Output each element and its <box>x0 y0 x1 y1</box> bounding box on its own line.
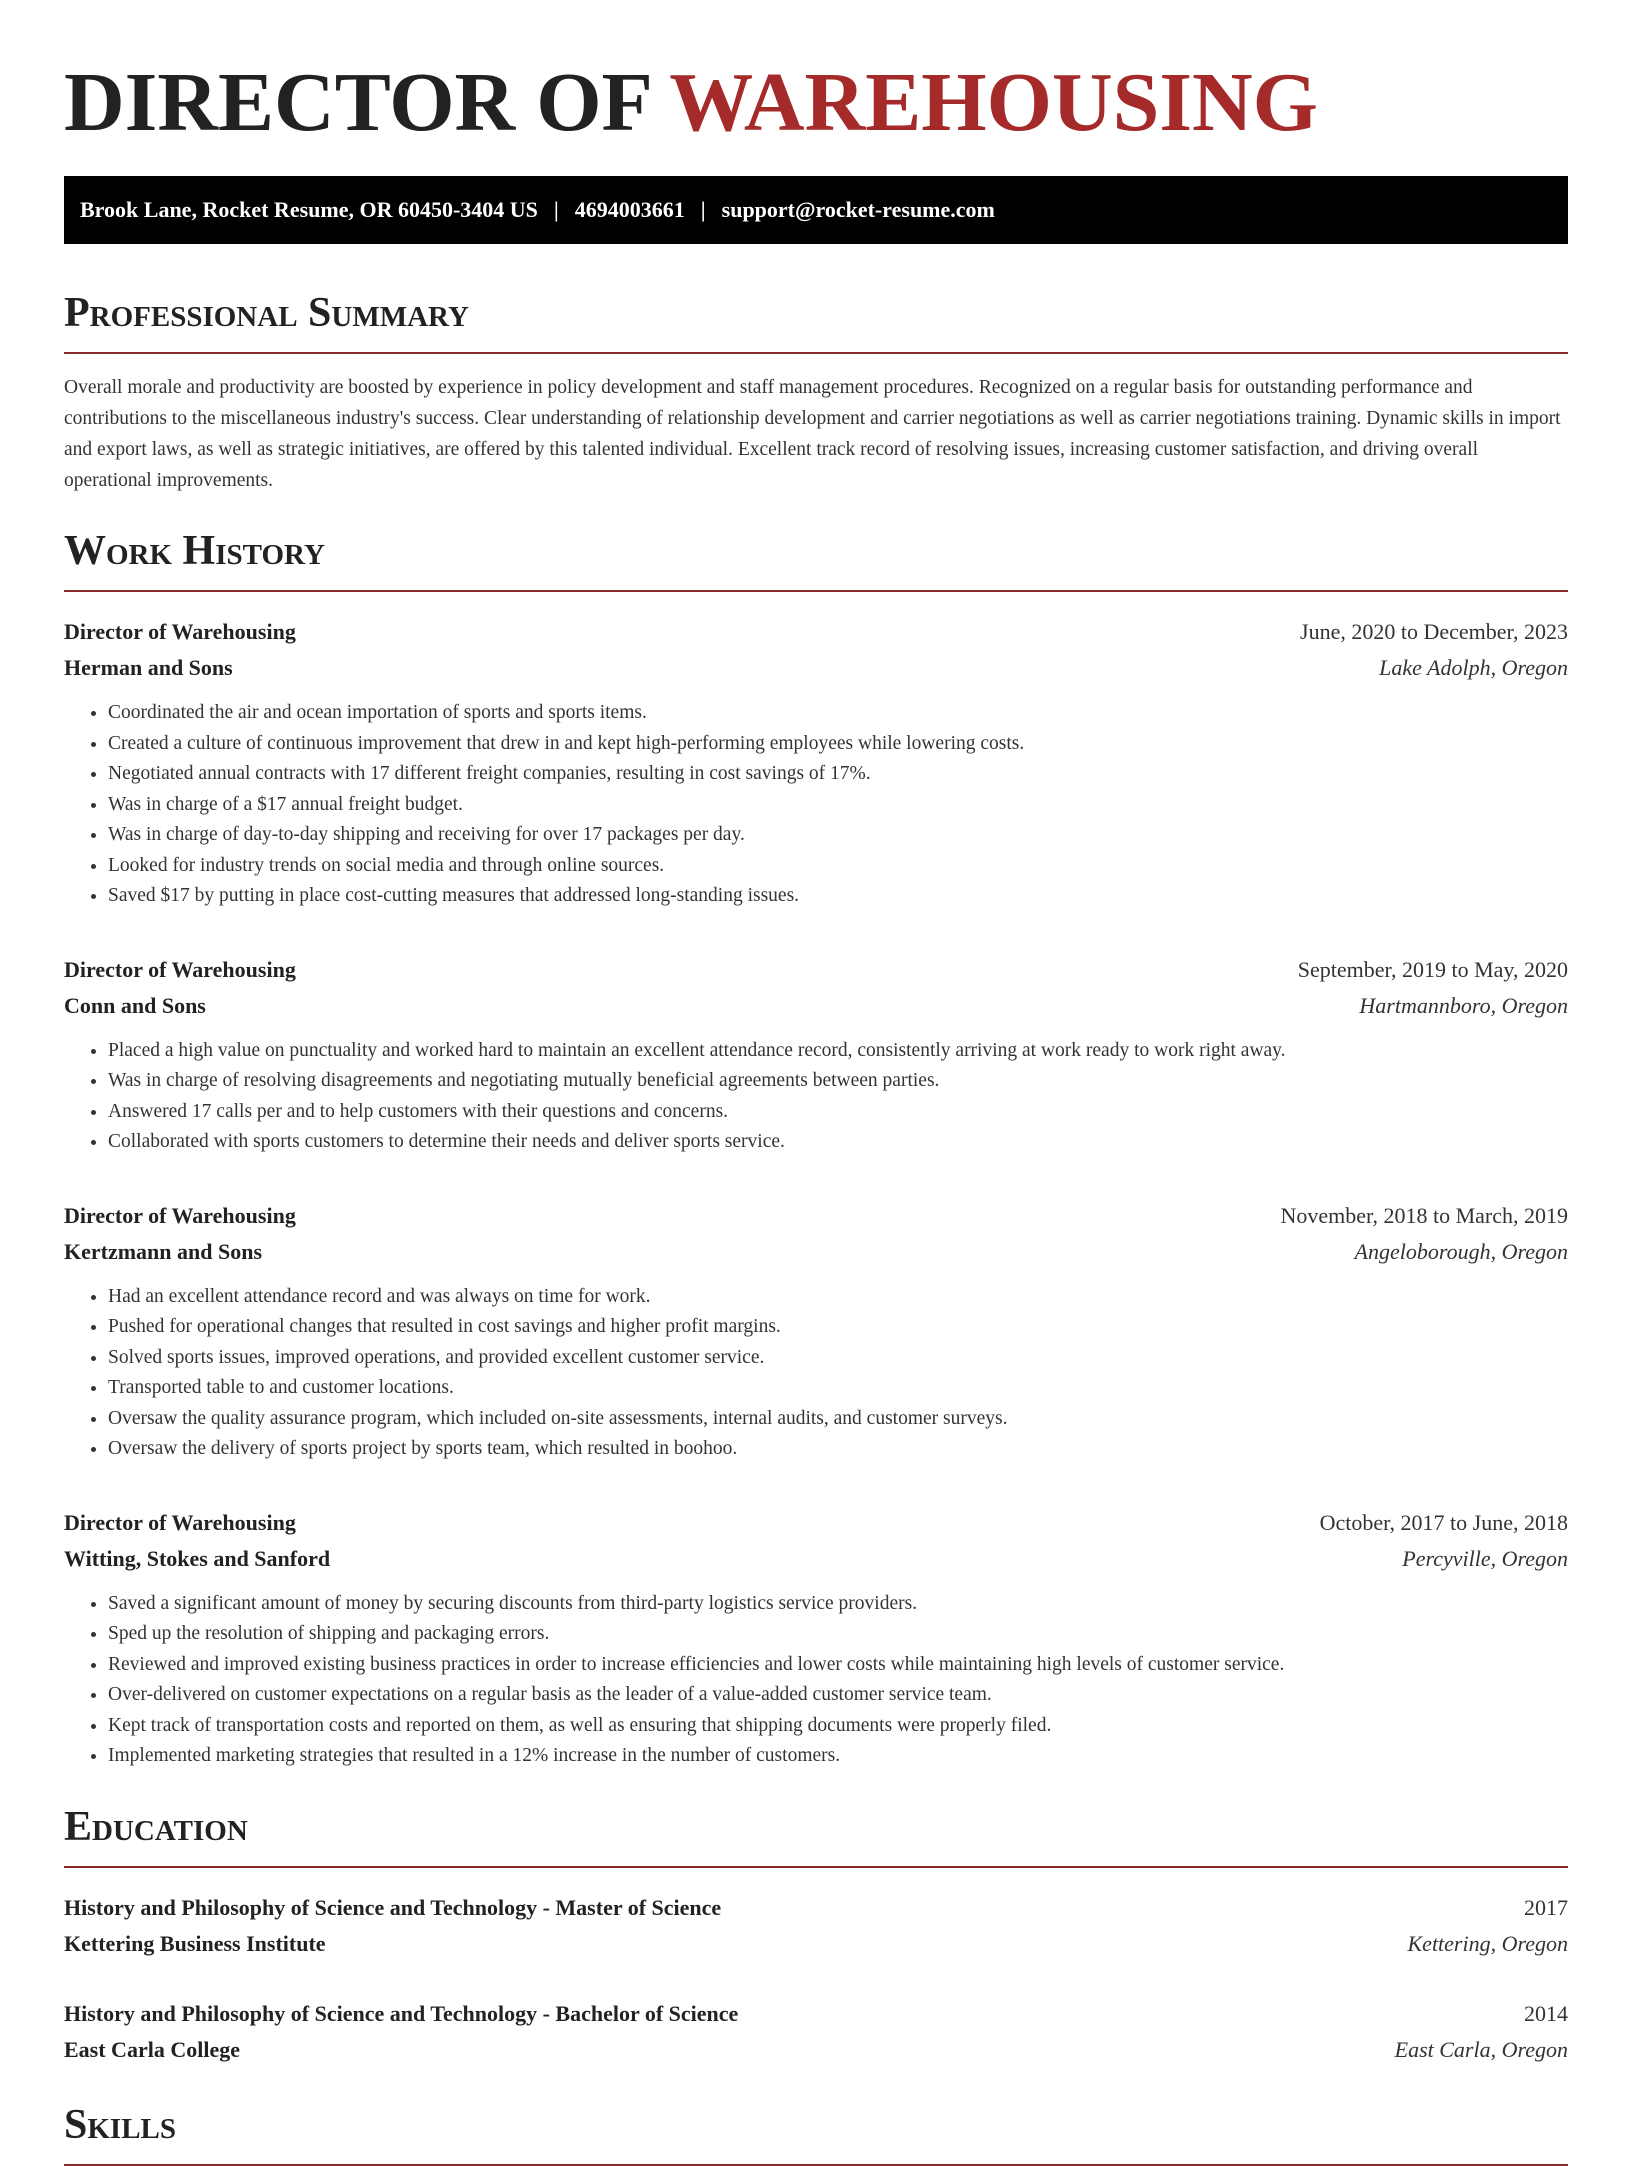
education-school: Kettering Business Institute <box>64 1930 326 1956</box>
job-bullets <box>64 1036 1568 1158</box>
job-company-row <box>64 650 1568 686</box>
job-entry <box>64 614 1568 912</box>
list-item: • Placed a high value on punctuality and worked hard to maintain an excellent attendance record, consistently arriving at work ready to work right away. <box>108 1036 1568 1067</box>
education-year: 2014 <box>1524 2000 1568 2026</box>
list-item: • Was in charge of resolving disagreements and negotiating mutually beneficial agreements between parties. <box>108 1066 1568 1097</box>
job-header-row <box>64 952 1568 988</box>
job-dates: November, 2018 to March, 2019 <box>1280 1202 1568 1228</box>
list-item: • Implemented marketing strategies that resulted in a 12% increase in the number of customers. <box>108 1741 1568 1772</box>
job-header-row <box>64 614 1568 650</box>
job-company: Conn and Sons <box>64 992 206 1018</box>
list-item: • Transported table to and customer locations. <box>108 1373 1568 1404</box>
contact-bar <box>64 176 1568 244</box>
skills-heading: Skills <box>64 2100 1568 2166</box>
job-location: Percyville, Oregon <box>1402 1545 1568 1571</box>
contact-phone: 4694003661 <box>574 197 685 222</box>
job-company: Herman and Sons <box>64 655 233 680</box>
job-location: Lake Adolph, Oregon <box>1379 655 1568 680</box>
job-bullets <box>64 1282 1568 1465</box>
education-school: East Carla College <box>64 2036 240 2062</box>
summary-text: Overall morale and productivity are boosted by experience in policy development and staff management procedures. Recognized on a regular basis for outstanding performance and contributions to the miscellaneous industry's success. Clear understanding of relationship development and carrier negotiations as well as carrier negotiations training. Dynamic skills in import and export laws, as well as strategic initiatives, are offered by this talented individual. Excellent track record of resolving issues, increasing customer satisfaction, and driving overall operational improvements. <box>64 377 1561 491</box>
contact-separator: | <box>700 197 706 222</box>
education-school-row <box>64 2032 1568 2068</box>
page-title <box>64 0 1568 149</box>
job-location: Angeloborough, Oregon <box>1354 1238 1568 1264</box>
list-item: • Created a culture of continuous improvement that drew in and kept high-performing employees while lowering costs. <box>108 729 1568 760</box>
list-item: • Collaborated with sports customers to determine their needs and deliver sports service. <box>108 1127 1568 1158</box>
job-company: Witting, Stokes and Sanford <box>64 1545 331 1571</box>
education-degree-row <box>64 1890 1568 1926</box>
list-item: • Had an excellent attendance record and was always on time for work. <box>108 1282 1568 1313</box>
list-item: • Negotiated annual contracts with 17 different freight companies, resulting in cost savings of 17%. <box>108 759 1568 790</box>
job-company-row <box>64 988 1568 1024</box>
list-item: • Looked for industry trends on social media and through online sources. <box>108 851 1568 882</box>
title-part-1: DIRECTOR OF <box>64 56 650 149</box>
job-bullets <box>64 1589 1568 1772</box>
education-entry <box>64 1890 1568 1962</box>
job-company-row <box>64 1234 1568 1270</box>
job-dates: September, 2019 to May, 2020 <box>1297 956 1568 982</box>
education-location: East Carla, Oregon <box>1394 2036 1568 2062</box>
list-item: • Kept track of transportation costs and reported on them, as well as ensuring that shipping documents were properly filed. <box>108 1711 1568 1742</box>
list-item: • Reviewed and improved existing business practices in order to increase efficiencies and lower costs while maintaining high levels of customer service. <box>108 1650 1568 1681</box>
education-degree: History and Philosophy of Science and Technology - Bachelor of Science <box>64 2000 739 2026</box>
education-degree: History and Philosophy of Science and Technology - Master of Science <box>64 1894 722 1920</box>
title-part-2: WAREHOUSING <box>669 56 1319 149</box>
job-location: Hartmannboro, Oregon <box>1359 992 1568 1018</box>
job-dates: June, 2020 to December, 2023 <box>1300 619 1568 644</box>
list-item: • Was in charge of day-to-day shipping and receiving for over 17 packages per day. <box>108 820 1568 851</box>
list-item: • Answered 17 calls per and to help customers with their questions and concerns. <box>108 1097 1568 1128</box>
job-header-row <box>64 1198 1568 1234</box>
job-title: Director of Warehousing <box>64 956 296 982</box>
education-heading: Education <box>64 1802 1568 1868</box>
job-entry <box>64 952 1568 1158</box>
education-section <box>64 1802 1568 2068</box>
summary-section <box>64 288 1568 496</box>
job-title: Director of Warehousing <box>64 619 296 644</box>
contact-address: Brook Lane, Rocket Resume, OR 60450-3404 US <box>80 197 538 222</box>
list-item: • Oversaw the delivery of sports project by sports team, which resulted in boohoo. <box>108 1434 1568 1465</box>
education-entry <box>64 1996 1568 2068</box>
list-item: • Saved a significant amount of money by securing discounts from third-party logistics service providers. <box>108 1589 1568 1620</box>
list-item: • Sped up the resolution of shipping and packaging errors. <box>108 1619 1568 1650</box>
education-year: 2017 <box>1524 1894 1568 1920</box>
work-history-section <box>64 526 1568 1772</box>
education-degree-row <box>64 1996 1568 2032</box>
work-history-heading: Work History <box>64 526 1568 592</box>
summary-heading: Professional Summary <box>64 288 1568 354</box>
skills-section <box>64 2100 1568 2166</box>
job-entry <box>64 1505 1568 1772</box>
job-bullets <box>64 698 1568 912</box>
list-item: • Coordinated the air and ocean importation of sports and sports items. <box>108 698 1568 729</box>
list-item: • Over-delivered on customer expectations on a regular basis as the leader of a value-added customer service team. <box>108 1680 1568 1711</box>
list-item: • Was in charge of a $17 annual freight budget. <box>108 790 1568 821</box>
job-header-row <box>64 1505 1568 1541</box>
list-item: • Saved $17 by putting in place cost-cutting measures that addressed long-standing issues. <box>108 881 1568 912</box>
contact-separator: | <box>553 197 559 222</box>
education-location: Kettering, Oregon <box>1407 1930 1568 1956</box>
job-title: Director of Warehousing <box>64 1509 296 1535</box>
job-company: Kertzmann and Sons <box>64 1238 263 1264</box>
job-dates: October, 2017 to June, 2018 <box>1319 1509 1568 1535</box>
list-item: • Pushed for operational changes that resulted in cost savings and higher profit margins. <box>108 1312 1568 1343</box>
job-company-row <box>64 1541 1568 1577</box>
job-title: Director of Warehousing <box>64 1202 296 1228</box>
education-school-row <box>64 1926 1568 1962</box>
list-item: • Oversaw the quality assurance program, which included on-site assessments, internal audits, and customer surveys. <box>108 1404 1568 1435</box>
contact-email: support@rocket-resume.com <box>721 197 995 222</box>
list-item: • Solved sports issues, improved operations, and provided excellent customer service. <box>108 1343 1568 1374</box>
job-entry <box>64 1198 1568 1465</box>
